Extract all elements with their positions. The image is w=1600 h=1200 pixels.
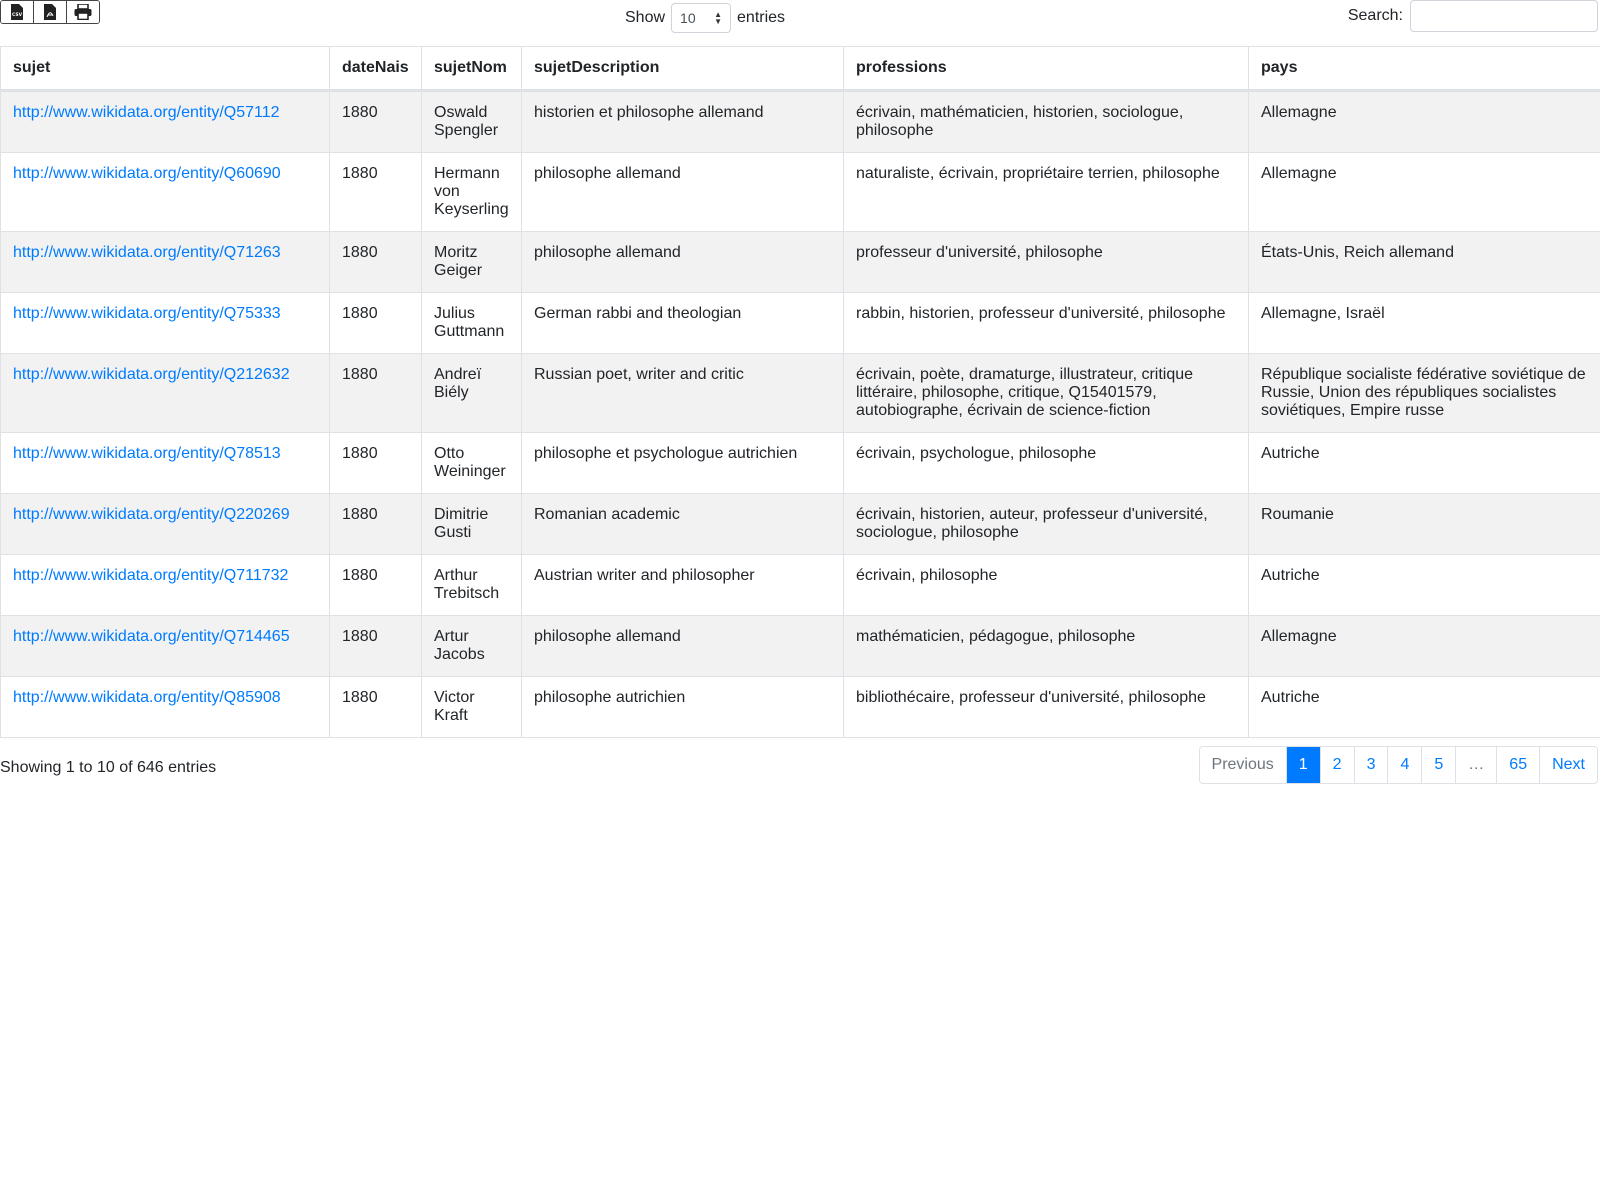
page-button-65[interactable]: 65: [1496, 747, 1539, 783]
cell-professions: naturaliste, écrivain, propriétaire terrien, philosophe: [844, 153, 1249, 232]
cell-professions: écrivain, historien, auteur, professeur d'université, sociologue, philosophe: [844, 494, 1249, 555]
cell-sujetdescription: philosophe autrichien: [522, 677, 844, 738]
cell-sujetdescription: Russian poet, writer and critic: [522, 354, 844, 433]
cell-pays: Allemagne: [1249, 616, 1600, 677]
table-row: [1, 677, 1600, 738]
cell-sujet: [1, 616, 330, 677]
column-header-sujetnom[interactable]: sujetNom: [422, 47, 522, 91]
data-table: [0, 46, 1600, 738]
table-row: [1, 433, 1600, 494]
page-button-1[interactable]: 1: [1286, 747, 1320, 783]
print-button[interactable]: [66, 1, 99, 23]
cell-pays: Allemagne, Israël: [1249, 293, 1600, 354]
cell-sujet: [1, 293, 330, 354]
cell-pays: Autriche: [1249, 677, 1600, 738]
cell-sujet: [1, 232, 330, 293]
cell-sujetnom: Oswald Spengler: [422, 91, 522, 153]
cell-pays: Allemagne: [1249, 91, 1600, 153]
column-header-sujetdescription[interactable]: sujetDescription: [522, 47, 844, 91]
page-button-5[interactable]: 5: [1421, 747, 1455, 783]
table-row: [1, 354, 1600, 433]
entries-select-value: 10: [680, 10, 696, 26]
entries-length-control: [625, 3, 785, 33]
cell-sujet: [1, 433, 330, 494]
previous-page-button: Previous: [1211, 756, 1274, 773]
cell-professions: écrivain, psychologue, philosophe: [844, 433, 1249, 494]
pagination: [1199, 746, 1598, 784]
cell-sujetdescription: philosophe allemand: [522, 232, 844, 293]
cell-sujet: [1, 494, 330, 555]
pdf-export-button[interactable]: [33, 1, 66, 23]
cell-pays: République socialiste fédérative soviétique de Russie, Union des républiques socialistes soviétiques, Empire russe: [1249, 354, 1600, 433]
csv-icon-label: CSV: [11, 13, 23, 18]
cell-sujetnom: Artur Jacobs: [422, 616, 522, 677]
table-row: [1, 232, 1600, 293]
cell-professions: bibliothécaire, professeur d'université, philosophe: [844, 677, 1249, 738]
column-header-pays[interactable]: pays: [1249, 47, 1600, 91]
page-button-4[interactable]: 4: [1387, 747, 1421, 783]
cell-sujetnom: Otto Weininger: [422, 433, 522, 494]
cell-pays: Roumanie: [1249, 494, 1600, 555]
pagination-ellipsis: …: [1455, 747, 1496, 783]
search-label: Search:: [1347, 7, 1403, 24]
page-button-2[interactable]: 2: [1320, 747, 1354, 783]
column-header-sujet[interactable]: sujet: [1, 47, 330, 91]
cell-sujetdescription: Austrian writer and philosopher: [522, 555, 844, 616]
cell-sujetdescription: historien et philosophe allemand: [522, 91, 844, 153]
csv-export-button[interactable]: [1, 1, 33, 23]
cell-datenais: 1880: [330, 677, 422, 738]
cell-professions: écrivain, mathématicien, historien, sociologue, philosophe: [844, 91, 1249, 153]
cell-sujetdescription: German rabbi and theologian: [522, 293, 844, 354]
cell-professions: écrivain, philosophe: [844, 555, 1249, 616]
entity-link[interactable]: http://www.wikidata.org/entity/Q212632: [13, 366, 290, 383]
cell-sujet: [1, 677, 330, 738]
entity-link[interactable]: http://www.wikidata.org/entity/Q57112: [13, 104, 280, 121]
cell-sujetnom: Dimitrie Gusti: [422, 494, 522, 555]
cell-sujet: [1, 153, 330, 232]
table-row: [1, 91, 1600, 153]
table-row: [1, 293, 1600, 354]
entity-link[interactable]: http://www.wikidata.org/entity/Q711732: [13, 567, 289, 584]
cell-sujet: [1, 354, 330, 433]
show-label: Show: [625, 9, 666, 26]
export-button-group: [0, 0, 100, 24]
cell-datenais: 1880: [330, 616, 422, 677]
cell-sujetnom: Arthur Trebitsch: [422, 555, 522, 616]
cell-datenais: 1880: [330, 494, 422, 555]
cell-datenais: 1880: [330, 354, 422, 433]
select-arrows-icon: ▲ ▼: [714, 10, 723, 26]
cell-pays: États-Unis, Reich allemand: [1249, 232, 1600, 293]
cell-datenais: 1880: [330, 91, 422, 153]
entity-link[interactable]: http://www.wikidata.org/entity/Q220269: [13, 506, 290, 523]
cell-datenais: 1880: [330, 293, 422, 354]
cell-sujetnom: Julius Guttmann: [422, 293, 522, 354]
entity-link[interactable]: http://www.wikidata.org/entity/Q85908: [13, 689, 281, 706]
entries-label: entries: [737, 9, 786, 26]
cell-datenais: 1880: [330, 232, 422, 293]
cell-sujetdescription: philosophe allemand: [522, 616, 844, 677]
cell-sujetnom: Andreï Biély: [422, 354, 522, 433]
cell-pays: Autriche: [1249, 433, 1600, 494]
entity-link[interactable]: http://www.wikidata.org/entity/Q714465: [13, 628, 290, 645]
cell-sujetdescription: Romanian academic: [522, 494, 844, 555]
entries-select[interactable]: [671, 3, 731, 33]
next-page-button[interactable]: Next: [1539, 747, 1597, 783]
cell-sujet: [1, 555, 330, 616]
table-row: [1, 555, 1600, 616]
print-icon: [74, 4, 92, 20]
table-row: [1, 153, 1600, 232]
table-row: [1, 494, 1600, 555]
cell-sujetnom: Moritz Geiger: [422, 232, 522, 293]
entity-link[interactable]: http://www.wikidata.org/entity/Q75333: [13, 305, 281, 322]
page-button-3[interactable]: 3: [1354, 747, 1388, 783]
entity-link[interactable]: http://www.wikidata.org/entity/Q78513: [13, 445, 281, 462]
column-header-professions[interactable]: professions: [844, 47, 1249, 91]
cell-professions: mathématicien, pédagogue, philosophe: [844, 616, 1249, 677]
search-input[interactable]: [1410, 0, 1598, 32]
cell-datenais: 1880: [330, 433, 422, 494]
column-header-datenais[interactable]: dateNais: [330, 47, 422, 91]
cell-sujetdescription: philosophe et psychologue autrichien: [522, 433, 844, 494]
table-toolbar: [0, 0, 1600, 46]
table-info: Showing 1 to 10 of 646 entries: [0, 759, 217, 776]
cell-sujetnom: Victor Kraft: [422, 677, 522, 738]
csv-export-icon: [10, 4, 24, 20]
cell-professions: rabbin, historien, professeur d'université, philosophe: [844, 293, 1249, 354]
cell-sujetdescription: philosophe allemand: [522, 153, 844, 232]
cell-pays: Allemagne: [1249, 153, 1600, 232]
cell-datenais: 1880: [330, 555, 422, 616]
cell-sujetnom: Hermann von Keyserling: [422, 153, 522, 232]
search-control: [1348, 0, 1598, 32]
cell-sujet: [1, 91, 330, 153]
table-header-row: [1, 47, 1600, 91]
cell-professions: professeur d'université, philosophe: [844, 232, 1249, 293]
entity-link[interactable]: http://www.wikidata.org/entity/Q60690: [13, 165, 281, 182]
table-row: [1, 616, 1600, 677]
cell-datenais: 1880: [330, 153, 422, 232]
entity-link[interactable]: http://www.wikidata.org/entity/Q71263: [13, 244, 281, 261]
pdf-export-icon: [43, 4, 57, 20]
cell-pays: Autriche: [1249, 555, 1600, 616]
cell-professions: écrivain, poète, dramaturge, illustrateur, critique littéraire, philosophe, critique, Q15401579, autobiographe, écrivain de science-fiction: [844, 354, 1249, 433]
